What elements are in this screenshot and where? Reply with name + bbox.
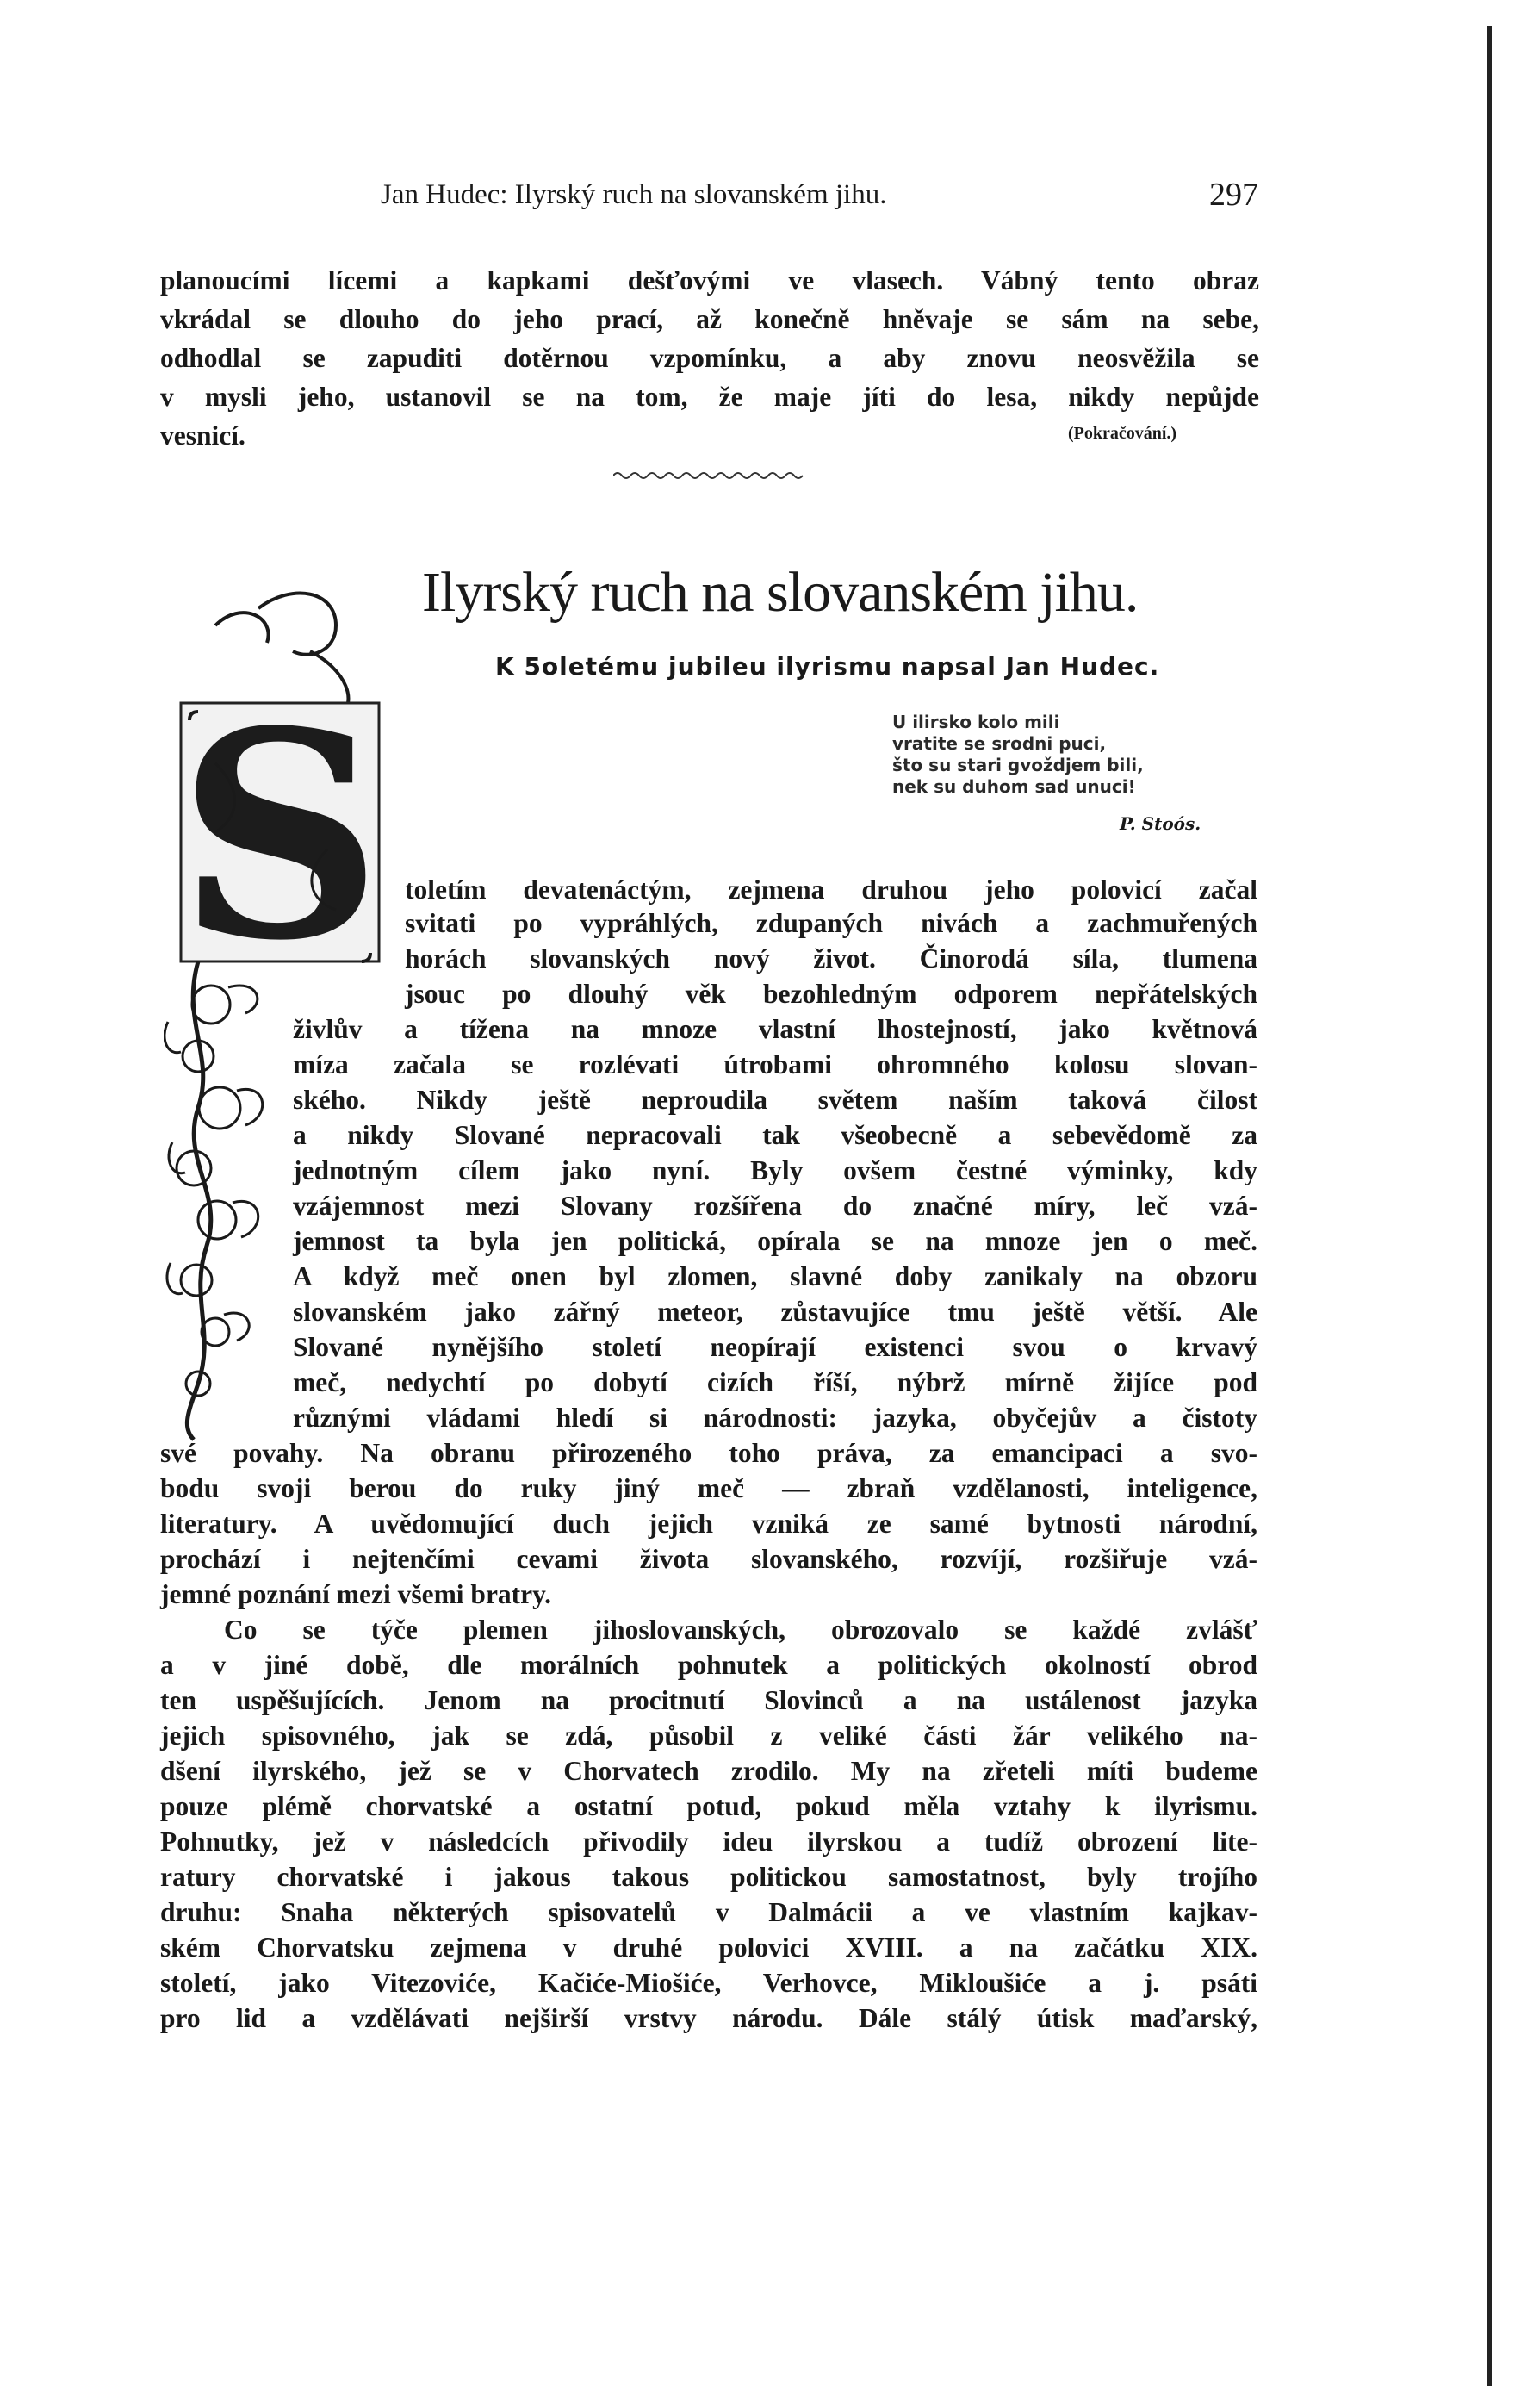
- running-header: [160, 176, 1258, 224]
- wavy-separator-icon: [613, 469, 808, 482]
- text-line: jsouc po dlouhý věk bezohledným odporem nepřátelských: [405, 979, 1257, 1009]
- text-line: pouze plémě chorvatské a ostatní potud, pokud měla vztahy k ilyrismu.: [160, 1791, 1257, 1821]
- continued-note: (Pokračování.): [1068, 424, 1177, 443]
- text-line: Slované nynějšího století neopírají existenci svou o krvavý: [293, 1332, 1257, 1362]
- text-line: vesnicí.: [160, 420, 245, 451]
- text-line: vkrádal se dlouho do jeho prací, až konečně hněvaje se sám na sebe,: [160, 304, 1259, 334]
- page-edge: [1487, 26, 1492, 2386]
- text-line: a v jiné době, dle morálních pohnutek a politických okolností obrod: [160, 1650, 1257, 1680]
- text-line: ského. Nikdy ještě neproudila světem naším taková čilost: [293, 1085, 1257, 1115]
- page-number: 297: [1209, 177, 1258, 213]
- initial-letter: S: [177, 669, 383, 1003]
- text-line: jemnost ta byla jen politická, opírala se na mnoze jen o meč.: [293, 1226, 1257, 1256]
- text-line: pro lid a vzdělávati nejširší vrstvy národu. Dále stálý útisk maďarský,: [160, 2003, 1257, 2033]
- text-line: Pohnutky, jež v následcích přivodily ideu ilyrskou a tudíž obrození lite-: [160, 1826, 1257, 1857]
- text-line: slovanském jako zářný meteor, zůstavujíce tmu ještě větší. Ale: [293, 1297, 1257, 1327]
- article-subtitle: K 5oletému jubileu ilyrismu napsal Jan Hudec.: [495, 652, 1160, 681]
- text-line: literatury. A uvědomující duch jejich vzniká ze samé bytnosti národní,: [160, 1509, 1257, 1539]
- text-line: planoucími lícemi a kapkami dešťovými ve vlasech. Vábný tento obraz: [160, 265, 1259, 296]
- text-line: ském Chorvatsku zejmena v druhé polovici XVIII. a na začátku XIX.: [160, 1932, 1257, 1963]
- text-line: své povahy. Na obranu přirozeného toho práva, za emancipaci a svo-: [160, 1438, 1257, 1468]
- text-line: živlův a tížena na mnoze vlastní lhostejností, jako květnová: [293, 1014, 1257, 1044]
- header-title: Jan Hudec: Ilyrský ruch na slovanském jihu.: [381, 179, 887, 210]
- text-line: jejich spisovného, jak se zdá, působil z veliké části žár velikého na-: [160, 1720, 1257, 1751]
- text-line: různými vládami hledí si národnosti: jazyka, obyčejův a čistoty: [293, 1403, 1257, 1433]
- text-line: svitati po vypráhlých, zdupaných nivách a zachmuřených: [405, 908, 1257, 938]
- text-line: století, jako Vitezoviće, Kačiće-Miošiće, Verhovce, Mikloušiće a j. psáti: [160, 1968, 1257, 1998]
- text-line: druhu: Snaha některých spisovatelů v Dalmácii a ve vlastním kajkav-: [160, 1897, 1257, 1927]
- text-line: Co se týče plemen jihoslovanských, obrozovalo se každé zvlášť: [224, 1615, 1257, 1645]
- text-line: míza začala se rozlévati útrobami ohromného kolosu slovan-: [293, 1049, 1257, 1080]
- text-line: dšení ilyrského, jež se v Chorvatech zrodilo. My na zřeteli míti budeme: [160, 1756, 1257, 1786]
- text-line: jednotným cílem jako nyní. Byly ovšem čestné výminky, kdy: [293, 1155, 1257, 1185]
- epigraph-author: P. Stoós.: [1120, 813, 1201, 834]
- text-line: ten uspěšujících. Jenom na procitnutí Slovinců a na ustálenost jazyka: [160, 1685, 1257, 1715]
- text-line: prochází i nejtenčími cevami života slovanského, rozvíjí, rozšiřuje vzá-: [160, 1544, 1257, 1574]
- article-title: Ilyrský ruch na slovanském jihu.: [422, 561, 1139, 624]
- text-line: meč, nedychtí po dobytí cizích říší, nýbrž mírně žijíce pod: [293, 1367, 1257, 1397]
- epigraph-line: U ilirsko kolo mili: [892, 712, 1060, 732]
- text-line: jemné poznání mezi všemi bratry.: [160, 1579, 552, 1609]
- text-line: ratury chorvatské i jakous takous politickou samostatnost, byly trojího: [160, 1862, 1257, 1892]
- text-line: horách slovanských nový život. Činorodá síla, tlumena: [405, 943, 1257, 974]
- text-line: v mysli jeho, ustanovil se na tom, že maje jíti do lesa, nikdy nepůjde: [160, 382, 1259, 412]
- epigraph-line: nek su duhom sad unuci!: [892, 776, 1136, 797]
- epigraph-line: što su stari gvoždjem bili,: [892, 755, 1144, 775]
- text-line: toletím devatenáctým, zejmena druhou jeho polovicí začal: [405, 874, 1257, 905]
- text-line: bodu svoji berou do ruky jiný meč — zbraň vzdělanosti, inteligence,: [160, 1473, 1257, 1503]
- text-line: vzájemnost mezi Slovany rozšířena do značné míry, leč vzá-: [293, 1191, 1257, 1221]
- text-line: odhodlal se zapuditi dotěrnou vzpomínku, a aby znovu neosvěžila se: [160, 343, 1259, 373]
- epigraph: [892, 712, 1144, 798]
- text-line: a nikdy Slované nepracovali tak všeobecně a sebevědomě za: [293, 1120, 1257, 1150]
- text-line: A když meč onen byl zlomen, slavné doby zanikaly na obzoru: [293, 1261, 1257, 1291]
- epigraph-line: vratite se srodni puci,: [892, 733, 1107, 754]
